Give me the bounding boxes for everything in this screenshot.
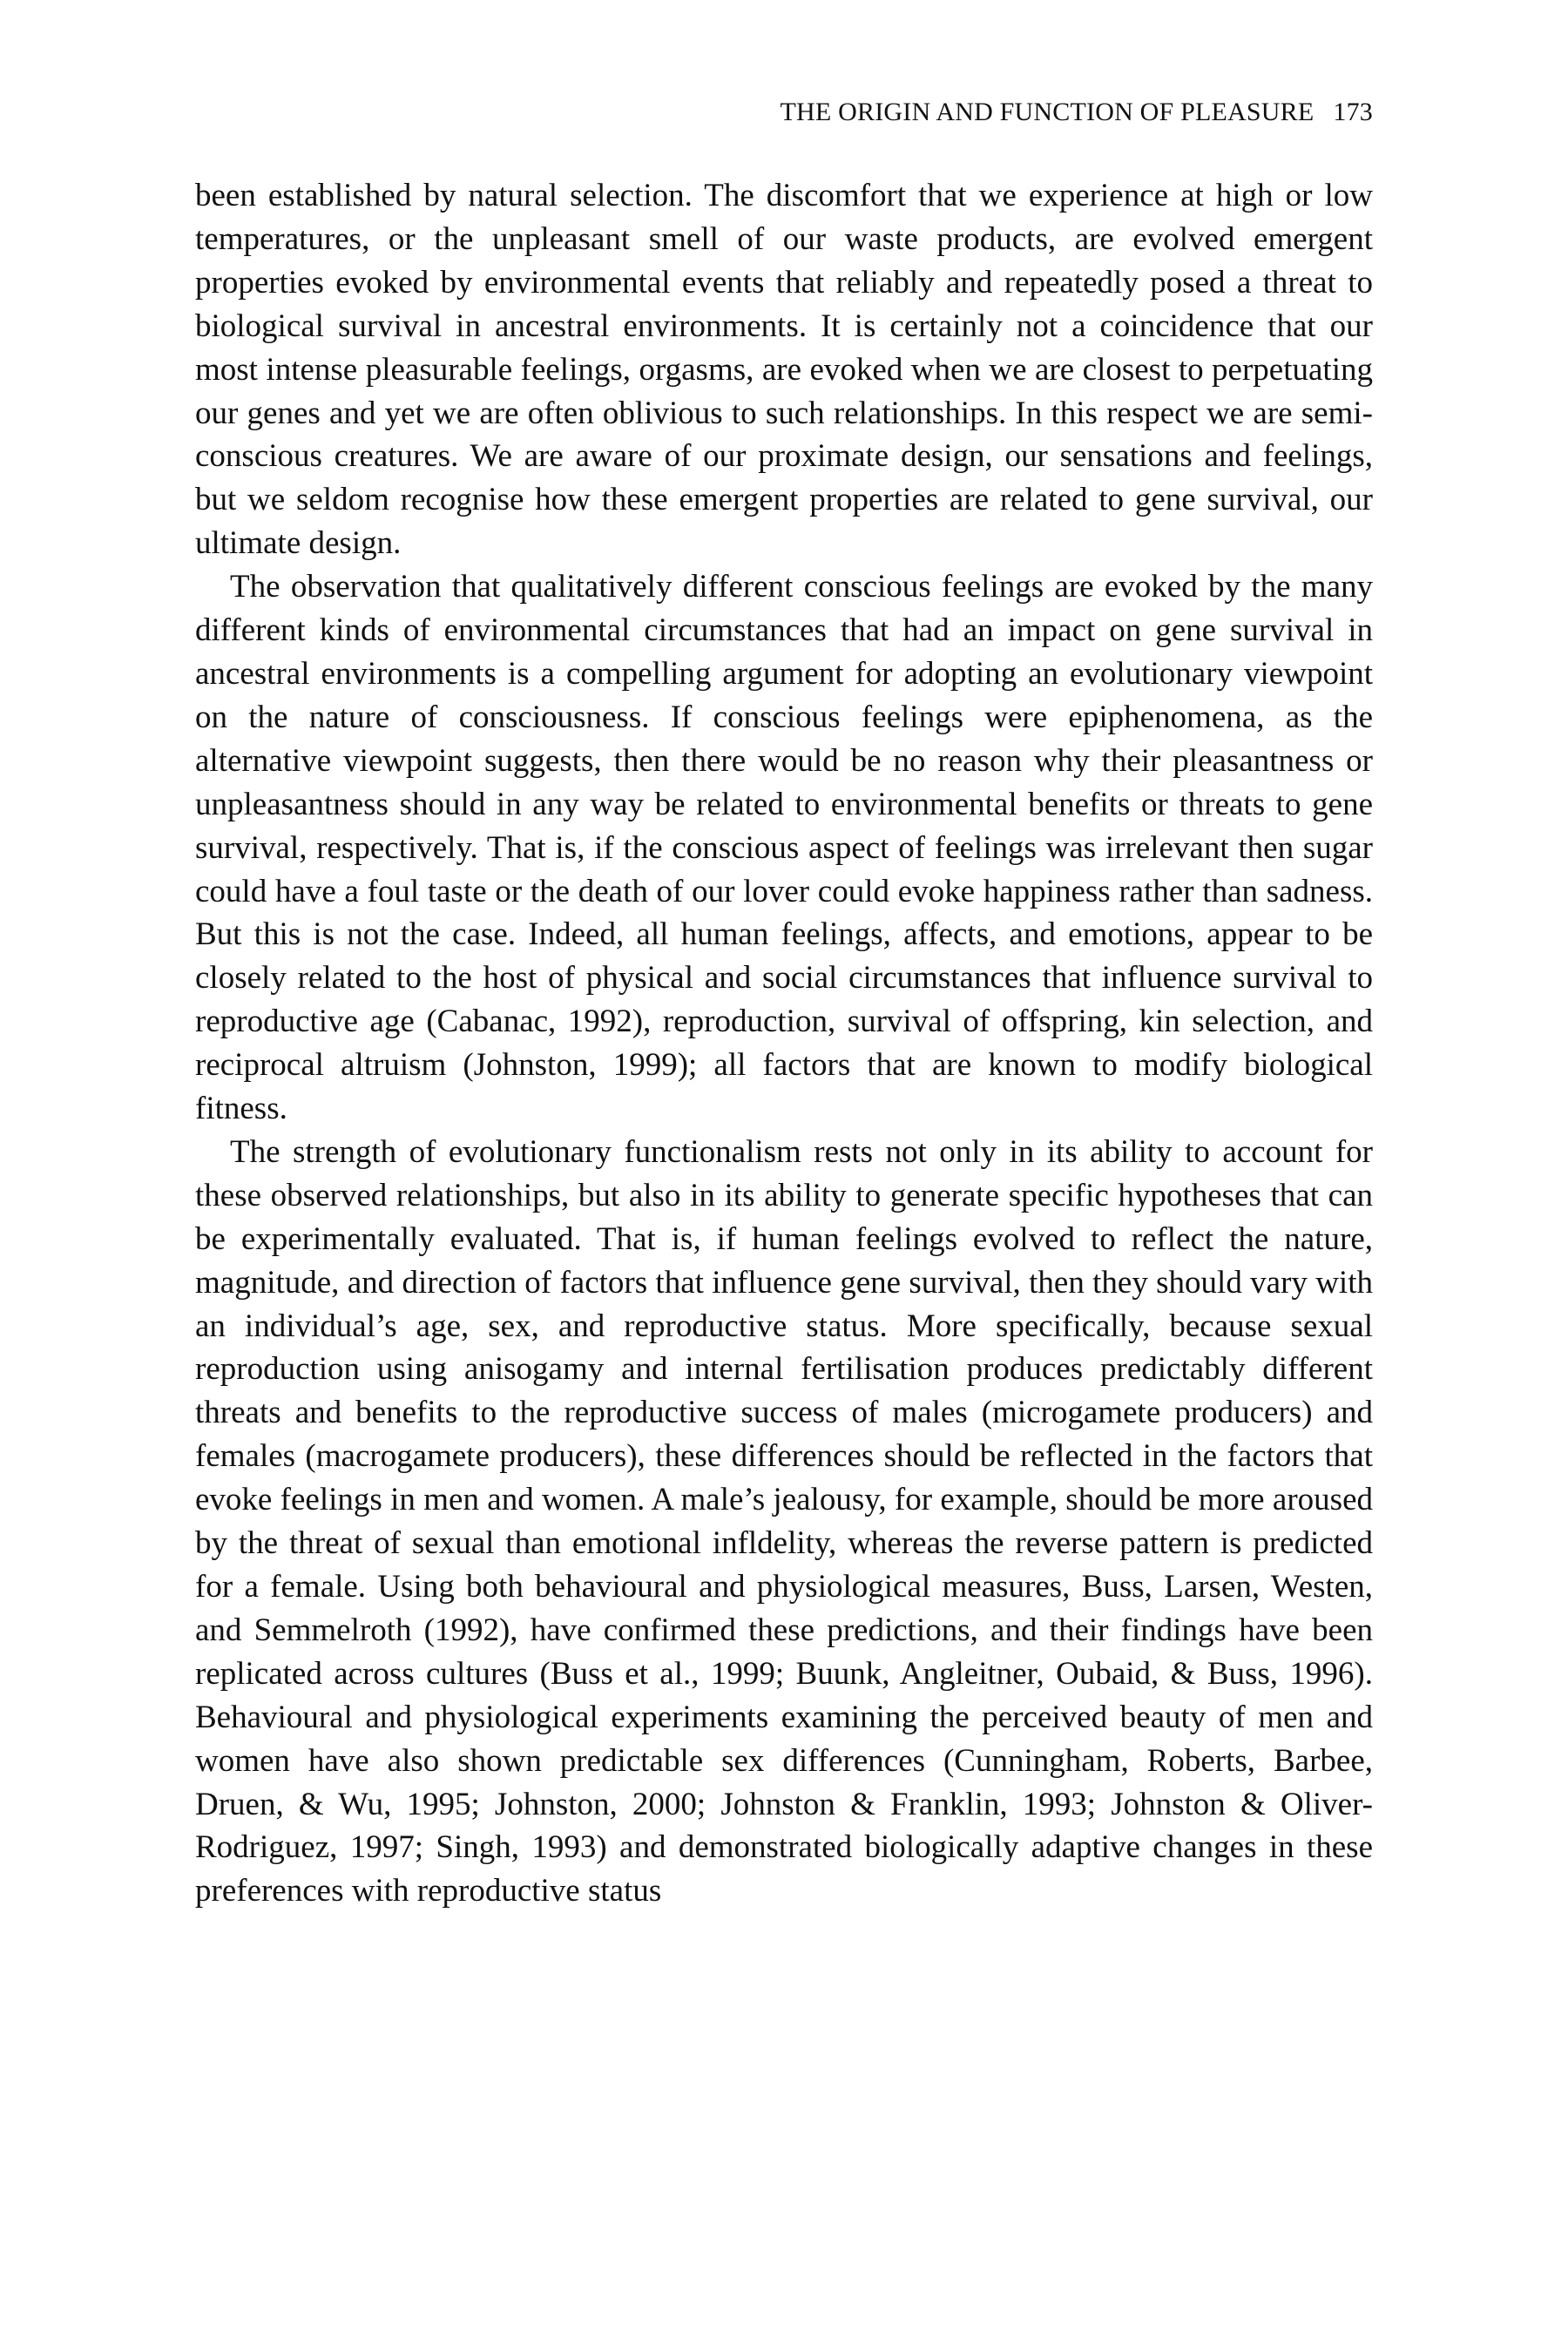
book-page	[195, 0, 1373, 2352]
paragraph-continued: been established by natural selection. The discomfort that we experience at high or low temperatures, or the unpleasant smell of our waste products, are evolved emergent properties evoked by environmental events that reliably and repeatedly posed a threat to biological survival in ancestral environments. It is certainly not a coincidence that our most intense pleasurable feelings, orgasms, are evoked when we are closest to perpetuating our genes and yet we are often oblivious to such relationships. In this respect we are semi-conscious creatures. We are aware of our proximate design, our sensations and feelings, but we seldom recognise how these emergent properties are related to gene survival, our ultimate design.	[195, 178, 1373, 562]
paragraph: The strength of evolutionary functionalism rests not only in its ability to account for these observed relationships, but also in its ability to generate specific hypotheses that can be experimentally evaluated. That is, if human feelings evolved to reflect the nature, magnitude, and direction of factors that influence gene survival, then they should vary with an individual’s age, sex, and reproductive status. More specifically, because sexual reproduction using anisogamy and internal fertilisation produces predictably different threats and benefits to the reproductive success of males (microgamete producers) and females (macrogamete producers), these differences should be reflected in the factors that evoke feelings in men and women. A male’s jealousy, for example, should be more aroused by the threat of sexual than emotional infldelity, whereas the reverse pattern is predicted for a female. Using both behavioural and physiological measures, Buss, Larsen, Westen, and Semmelroth (1992), have confirmed these predictions, and their findings have been replicated across cultures (Buss et al., 1999; Buunk, Angleitner, Oubaid, & Buss, 1996). Behavioural and physiological experiments examining the perceived beauty of men and women have also shown predictable sex differences (Cunningham, Roberts, Barbee, Druen, & Wu, 1995; Johnston, 2000; Johnston & Franklin, 1993; Johnston & Oliver-Rodriguez, 1997; Singh, 1993) and demonstrated biologically adaptive changes in these preferences with reproductive status	[195, 1133, 1373, 1909]
page-number: 173	[1333, 98, 1373, 126]
body-text	[195, 174, 1373, 1913]
running-title: THE ORIGIN AND FUNCTION OF PLEASURE	[780, 98, 1315, 126]
running-head	[781, 98, 1373, 127]
paragraph: The observation that qualitatively different conscious feelings are evoked by the many different kinds of environmental circumstances that had an impact on gene survival in ancestral environments is a compelling argument for adopting an evolutionary viewpoint on the nature of consciousness. If conscious feelings were epiphenomena, as the alternative viewpoint suggests, then there would be no reason why their pleasantness or unpleasantness should in any way be related to environmental benefits or threats to gene survival, respectively. That is, if the conscious aspect of feelings was irrelevant then sugar could have a foul taste or the death of our lover could evoke happiness rather than sadness. But this is not the case. Indeed, all human feelings, affects, and emotions, appear to be closely related to the host of physical and social circumstances that influence survival to reproductive age (Cabanac, 1992), reproduction, survival of offspring, kin selection, and reciprocal altruism (Johnston, 1999); all factors that are known to modify biological fitness.	[195, 569, 1373, 1127]
